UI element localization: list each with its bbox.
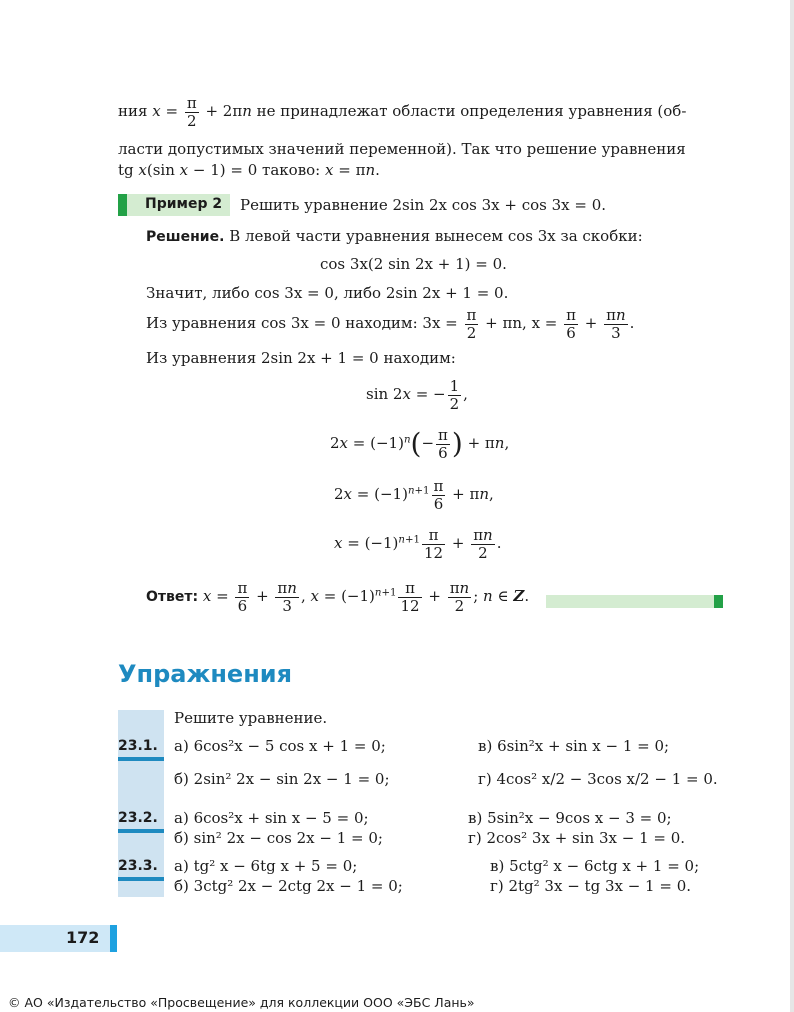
fraction-1-over-2: $\frac{1}{2}$ xyxy=(449,377,460,413)
exercise-23-2-b: б) sin² 2x − cos 2x − 1 = 0; xyxy=(174,829,383,847)
exercise-underline xyxy=(118,757,164,761)
tg-text: tg xyxy=(118,161,139,179)
exercise-underline xyxy=(118,877,164,881)
fraction-pi-over-6: $\frac{\pi}{6}$ xyxy=(237,579,248,615)
intro-line-3: tg x(sin x − 1) = 0 таково: x = πn. xyxy=(118,161,380,179)
intro-text-nia: ния xyxy=(118,102,153,120)
answer-end-line xyxy=(546,595,714,608)
derivation-line-4: $x = (-1)^{n+1}$ $\frac{\pi}{12}$ + $\frac{\pi n}{2}$ . xyxy=(334,526,502,562)
exercise-23-1-g: г) 4cos² x/2 − 3cos x/2 − 1 = 0. xyxy=(478,770,718,788)
exercises-intro: Решите уравнение. xyxy=(174,709,328,727)
cos-solution-line: Из уравнения cos 3x = 0 находим: 3x = $\frac{\pi}{2}$ + πn, x = $\frac{\pi}{6}$ + $\frac{\pi n}{3}$ . xyxy=(146,306,635,342)
answer-end-marker xyxy=(714,595,723,608)
fraction-pin-over-3: $\frac{\pi n}{3}$ xyxy=(606,306,626,342)
fraction-pi-over-6: $\frac{\pi}{6}$ xyxy=(433,477,444,513)
page-number: 172 xyxy=(66,928,100,947)
period: . xyxy=(375,161,380,179)
answer-label: Ответ: xyxy=(146,589,199,605)
exercise-23-1-a: а) 6cos²x − 5 cos x + 1 = 0; xyxy=(174,737,386,755)
exercises-title: Упражнения xyxy=(118,660,293,688)
derivation-line-1: sin 2x = − $\frac{1}{2}$ , xyxy=(366,377,468,413)
exercise-23-3-a: а) tg² x − 6tg x + 5 = 0; xyxy=(174,857,358,875)
period: . xyxy=(629,314,635,332)
exercise-number-23-2: 23.2. xyxy=(118,810,158,826)
solution-text: В левой части уравнения вынесем cos 3x за скобки: xyxy=(224,227,643,245)
exercise-number-23-1: 23.1. xyxy=(118,738,158,754)
solution-label: Решение. xyxy=(146,229,225,245)
fraction-pin-over-3: $\frac{\pi n}{3}$ xyxy=(277,579,297,615)
either-or-line: Значит, либо cos 3x = 0, либо 2sin 2x + 1 = 0. xyxy=(146,284,509,302)
page-number-bar xyxy=(110,925,117,952)
exercise-23-3-b: б) 3ctg² 2x − 2ctg 2x − 1 = 0; xyxy=(174,877,403,895)
fraction-pin-over-2: $\frac{\pi n}{2}$ xyxy=(473,526,493,562)
fraction-pi-over-12: $\frac{\pi}{12}$ xyxy=(423,526,444,562)
intro-line-2: ласти допустимых значений переменной). Так что решение уравнения xyxy=(118,140,686,158)
answer-line: Ответ: x = $\frac{\pi}{6}$ + $\frac{\pi n}{3}$ , $x = (-1)^{n+1}$ $\frac{\pi}{12}$ + $\frac{\pi n}{2}$ ; n ∈ Z. xyxy=(146,579,530,615)
cos-solution-text-2: + πn, x = xyxy=(485,314,563,332)
derivation-line-3: $2x = (-1)^{n+1}$ $\frac{\pi}{6}$ + πn, xyxy=(334,477,494,513)
exercise-number-23-3: 23.3. xyxy=(118,858,158,874)
copyright-footer: © АО «Издательство «Просвещение» для коллекции ООО «ЭБС Лань» xyxy=(8,995,475,1010)
fraction-pi-over-2: $\frac{\pi}{2}$ xyxy=(186,94,197,130)
exercise-23-2-v: в) 5sin²x − 9cos x − 3 = 0; xyxy=(468,809,672,827)
pi-text: = π xyxy=(333,161,366,179)
equals-text: − 1) = 0 таково: xyxy=(188,161,325,179)
sin-solution-line: Из уравнения 2sin 2x + 1 = 0 находим: xyxy=(146,349,456,367)
example-tag-bar xyxy=(118,194,127,216)
exercise-23-2-a: а) 6cos²x + sin x − 5 = 0; xyxy=(174,809,369,827)
exercise-23-2-g: г) 2cos² 3x + sin 3x − 1 = 0. xyxy=(468,829,686,847)
exercise-23-1-b: б) 2sin² 2x − sin 2x − 1 = 0; xyxy=(174,770,390,788)
derivation-line-2: $2x = (-1)^n(-$ $\frac{\pi}{6}$ ) + πn, xyxy=(330,426,510,462)
exercise-23-1-v: в) 6sin²x + sin x − 1 = 0; xyxy=(478,737,670,755)
fraction-pin-over-2: $\frac{\pi n}{2}$ xyxy=(449,579,470,615)
exercise-23-3-g: г) 2tg² 3x − tg 3x − 1 = 0. xyxy=(490,877,692,895)
fraction-pi-over-6: $\frac{\pi}{6}$ xyxy=(566,306,576,342)
solution-line xyxy=(146,227,643,245)
cos-solution-text: Из уравнения cos 3x = 0 находим: 3x = xyxy=(146,314,463,332)
intro-text-domain: не принадлежат области определения уравнения (об- xyxy=(251,102,687,120)
page-edge xyxy=(790,0,794,1012)
example-task: Решить уравнение 2sin 2x cos 3x + cos 3x = 0. xyxy=(240,196,607,214)
sin-text: (sin xyxy=(146,161,180,179)
example-label: Пример 2 xyxy=(145,196,223,212)
exercise-23-3-v: в) 5ctg² x − 6ctg x + 1 = 0; xyxy=(490,857,700,875)
equation-factored: cos 3x(2 sin 2x + 1) = 0. xyxy=(320,255,507,273)
exercise-underline xyxy=(118,829,164,833)
fraction-pi-over-2: $\frac{\pi}{2}$ xyxy=(466,306,477,342)
fraction-pi-over-12: $\frac{\pi}{12}$ xyxy=(400,579,420,615)
intro-line-1: ния x = $\frac{\pi}{2}$ + 2πn не принадлежат области определения уравнения (об- xyxy=(118,94,687,130)
fraction-pi-over-6: $\frac{\pi}{6}$ xyxy=(438,426,448,462)
